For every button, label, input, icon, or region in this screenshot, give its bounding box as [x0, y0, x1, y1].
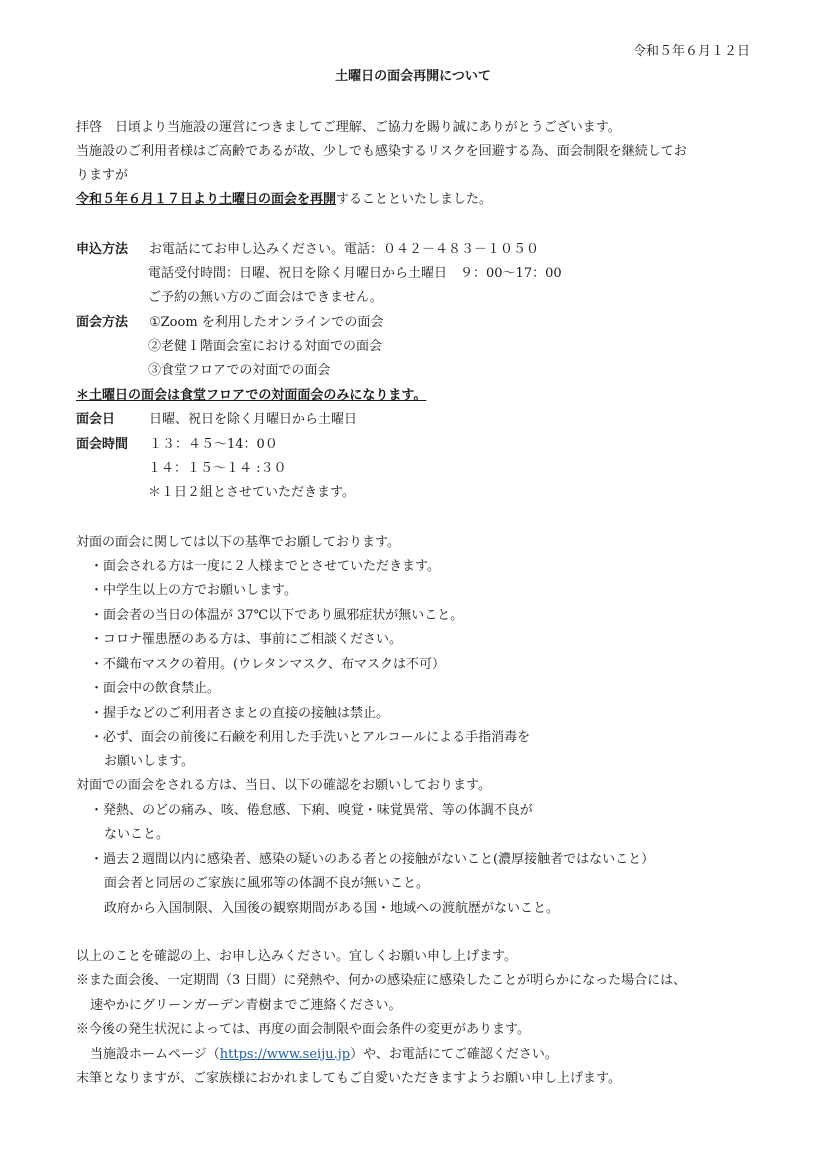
check-item-continuation: 政府から入国制限、入国後の観察期間がある国・地域への渡航歴がないこと。 — [104, 901, 560, 916]
times-label: 面会時間 — [76, 437, 129, 452]
intro-line-4-rest: することといたしました。 — [336, 192, 493, 207]
days-value: 日曜、祝日を除く月曜日から土曜日 — [149, 412, 358, 427]
rules-intro: 対面の面会に関しては以下の基準でお願しております。 — [76, 535, 400, 550]
method-item-2: ②老健１階面会室における対面での面会 — [148, 339, 383, 354]
check-item: ・過去２週間以内に感染者、感染の疑いのある者との接触がないこと(濃厚接触者ではないこと） — [90, 852, 655, 867]
rule-item: ・不織布マスクの着用。(ウレタンマスク、布マスクは不可） — [90, 657, 446, 672]
check-item-continuation: ないこと。 — [104, 827, 170, 842]
rule-item: ・面会者の当日の体温が 37℃以下であり風邪症状が無いこと。 — [90, 608, 464, 623]
checks-intro: 対面での面会をされる方は、当日、以下の確認をお願いしております。 — [76, 778, 491, 793]
intro-line-1: 拝啓 日頃より当施設の運営につきましてご理解、ご協力を賜り誠にありがとうございます。 — [76, 120, 621, 135]
homepage-prefix: 当施設ホームページ（ — [90, 1047, 220, 1062]
intro-line-2: 当施設のご利用者様はご高齢であるが故、少しでも感染するリスクを回避する為、面会制限を継続してお — [76, 144, 687, 159]
application-phone: お電話にてお申し込みください。電話：０４２－４８３－１０５０ — [149, 242, 540, 257]
rule-item: ・必ず、面会の前後に石鹸を利用した手洗いとアルコールによる手指消毒を — [90, 730, 531, 745]
closing-line-1: 以上のことを確認の上、お申し込みください。宜しくお願い申し上げます。 — [76, 949, 517, 964]
application-label: 申込方法 — [76, 242, 129, 257]
intro-line-4 — [76, 191, 492, 209]
closing-line-2: ※また面会後、一定期間（3 日間）に発熱や、何かの感染症に感染したことが明らかになった場合には、 — [76, 973, 687, 988]
closing-line-6: 末筆となりますが、ご家族様におかれましてもご自愛いただきますようお願い申し上げます。 — [76, 1071, 621, 1086]
time-slot-1: １３：４５～14：0０ — [149, 437, 278, 452]
rule-item: ・中学生以上の方でお願いします。 — [90, 583, 297, 598]
application-reservation-note: ご予約の無い方のご面会はできません。 — [148, 290, 383, 305]
method-label: 面会方法 — [76, 315, 129, 330]
rule-item: ・面会中の飲食禁止。 — [90, 681, 221, 696]
application-hours: 電話受付時間：日曜、祝日を除く月曜日から土曜日 ９：00～17：00 — [148, 266, 562, 281]
time-slot-2: １４：１５～１４ :３０ — [148, 461, 287, 476]
application-row — [76, 241, 539, 259]
method-item-3: ③食堂フロアでの対面での面会 — [148, 363, 331, 378]
rule-item: ・コロナ罹患歴のある方は、事前にご相談ください。 — [90, 632, 403, 647]
intro-line-3: りますが — [76, 168, 129, 183]
homepage-suffix: ）や、お電話にてご確認ください。 — [350, 1047, 558, 1062]
closing-line-3: 速やかにグリーンガーデン青樹までご連絡ください。 — [90, 998, 402, 1013]
check-item: ・発熱、のどの痛み、咳、倦怠感、下痢、嗅覚・味覚異常、等の体調不良が — [90, 803, 533, 818]
rule-item: ・面会される方は一度に２人様までとさせていただきます。 — [90, 559, 440, 574]
days-row — [76, 411, 357, 429]
reopen-announcement: 令和５年６月１７日より土曜日の面会を再開 — [76, 192, 337, 207]
method-row — [76, 314, 383, 332]
closing-line-4: ※今後の発生状況によっては、再度の面会制限や面会条件の変更があります。 — [76, 1022, 530, 1037]
rule-item: ・握手などのご利用者さまとの直接の接触は禁止。 — [90, 706, 390, 721]
rule-item-continuation: お願いします。 — [104, 754, 194, 769]
document-date: 令和５年６月１２日 — [632, 44, 750, 59]
times-row — [76, 436, 278, 454]
method-item-1: ①Zoom を利用したオンラインでの面会 — [149, 315, 384, 330]
homepage-link[interactable]: https://www.seiju.jp — [219, 1047, 351, 1062]
document-title: 土曜日の面会再開について — [335, 69, 491, 84]
closing-line-5 — [90, 1046, 558, 1064]
check-item-continuation: 面会者と同居のご家族に風邪等の体調不良が無いこと。 — [104, 876, 430, 891]
times-note: ＊１日２組とさせていただきます。 — [148, 485, 355, 500]
days-label: 面会日 — [76, 412, 116, 427]
saturday-note: ＊土曜日の面会は食堂フロアでの対面面会のみになります。 — [76, 388, 427, 403]
